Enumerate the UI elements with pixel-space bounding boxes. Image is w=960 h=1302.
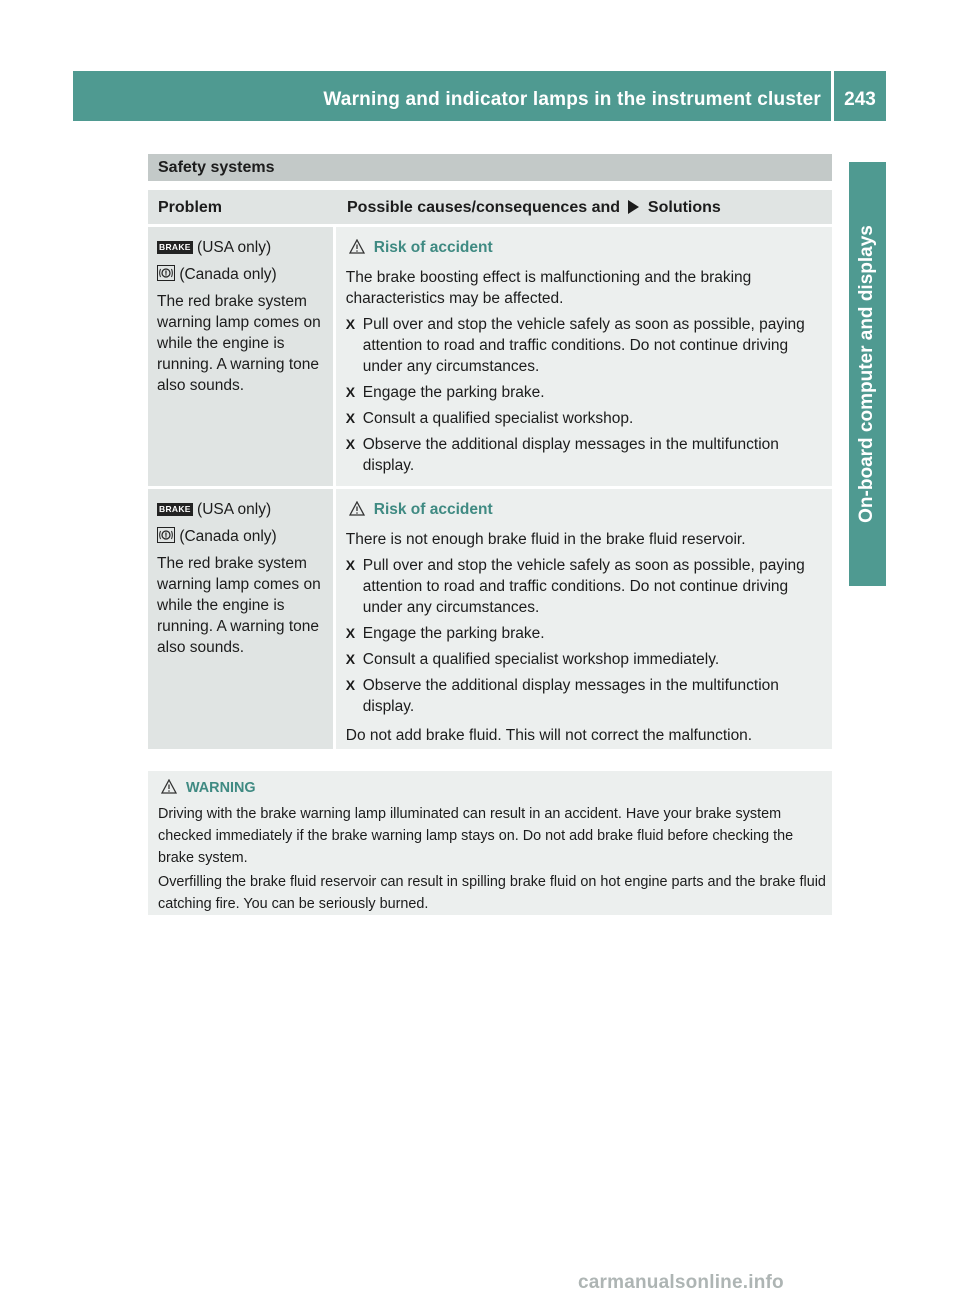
- step-bullet-icon: X: [345, 557, 356, 573]
- step-item: [346, 382, 826, 403]
- svg-text:!: !: [164, 531, 168, 540]
- step-text: Consult a qualified specialist workshop immediately.: [362, 651, 720, 668]
- step-text: Engage the parking brake.: [362, 625, 545, 642]
- problem-solution-table: [148, 190, 832, 749]
- problem-cell: [148, 227, 333, 486]
- arrow-right-icon: [628, 200, 639, 214]
- note-text: Do not add brake fluid. This will not correct the malfunction.: [345, 727, 753, 744]
- svg-text:!: !: [164, 269, 168, 278]
- solution-cell: [336, 489, 832, 749]
- warning-triangle-icon: [349, 239, 365, 260]
- warning-triangle-icon: [349, 501, 365, 522]
- step-bullet-icon: X: [345, 384, 356, 400]
- brake-lamp-icon: BRAKE: [159, 242, 191, 252]
- table-row: [148, 227, 832, 486]
- step-text: Pull over and stop the vehicle safely as soon as possible, paying attention to road and traffic conditions. Do not continue driving under any circumstances.: [362, 557, 805, 616]
- step-item: [346, 675, 826, 717]
- step-text: Pull over and stop the vehicle safely as soon as possible, paying attention to road and traffic conditions. Do not continue driving under any circumstances.: [362, 316, 805, 375]
- page-number: 243: [834, 71, 886, 121]
- lamp-canada: [157, 526, 331, 547]
- step-item: [346, 314, 826, 377]
- footer-watermark: carmanualsonline.info: [578, 1272, 784, 1293]
- column-header-solutions-text: Solutions: [647, 199, 721, 216]
- step-bullet-icon: X: [345, 316, 356, 332]
- step-bullet-icon: X: [345, 625, 356, 641]
- region-canada-label: (Canada only): [179, 266, 277, 283]
- step-item: [346, 408, 826, 429]
- warning-box: [148, 771, 832, 915]
- risk-heading: [346, 237, 826, 260]
- warning-heading-text: WARNING: [186, 780, 256, 796]
- solution-cell: [336, 227, 832, 486]
- lamp-canada: [157, 264, 331, 285]
- step-bullet-icon: X: [345, 677, 356, 693]
- step-text: Observe the additional display messages in the multifunction display.: [362, 436, 779, 474]
- risk-heading-text: Risk of accident: [373, 501, 493, 518]
- region-usa-label: (USA only): [197, 501, 272, 518]
- lamp-usa: [157, 499, 331, 520]
- column-header-causes-text: Possible causes/consequences and: [347, 199, 621, 216]
- warning-paragraph: Overfilling the brake fluid reservoir can result in spilling brake fluid on hot engine parts and the brake fluid catching fire. You can be seriously burned.: [158, 874, 826, 912]
- step-text: Consult a qualified specialist workshop.: [362, 410, 634, 427]
- risk-heading: [346, 499, 826, 522]
- table-header: [148, 190, 832, 224]
- risk-heading-text: Risk of accident: [373, 239, 493, 256]
- step-item: [346, 434, 826, 476]
- region-canada-label: (Canada only): [179, 528, 277, 545]
- column-header-problem: Problem: [158, 199, 223, 216]
- step-bullet-icon: X: [345, 436, 356, 452]
- column-header-causes: [337, 190, 832, 224]
- problem-description: The red brake system warning lamp comes on while the engine is running. A warning tone also sounds.: [157, 555, 321, 656]
- table-row: [148, 489, 832, 749]
- step-item: [346, 555, 826, 618]
- region-usa-label: (USA only): [197, 239, 272, 256]
- step-text: Observe the additional display messages in the multifunction display.: [362, 677, 779, 715]
- step-text: Engage the parking brake.: [362, 384, 545, 401]
- step-bullet-icon: X: [345, 651, 356, 667]
- step-item: [346, 649, 826, 670]
- step-item: [346, 623, 826, 644]
- cause-text: There is not enough brake fluid in the brake fluid reservoir.: [345, 531, 746, 548]
- brake-lamp-icon: BRAKE: [159, 504, 191, 514]
- warning-paragraph: Driving with the brake warning lamp illuminated can result in an accident. Have your brake system checked immediately if the brake warning lamp stays on. Do not add brake fluid before checking the brake system.: [158, 806, 794, 866]
- section-heading: [148, 154, 832, 181]
- chapter-side-tab-label: On-board computer and displays: [856, 225, 877, 523]
- brake-warning-circle-icon: [157, 265, 175, 281]
- page-header-title: Warning and indicator lamps in the instrument cluster: [323, 89, 821, 110]
- brake-warning-circle-icon: [157, 527, 175, 543]
- section-title: Safety systems: [158, 159, 275, 176]
- lamp-usa: [157, 237, 331, 258]
- warning-triangle-icon: [161, 779, 177, 801]
- problem-cell: [148, 489, 333, 749]
- step-bullet-icon: X: [345, 410, 356, 426]
- problem-description: The red brake system warning lamp comes on while the engine is running. A warning tone also sounds.: [157, 293, 321, 394]
- cause-text: The brake boosting effect is malfunctioning and the braking characteristics may be affected.: [345, 269, 752, 307]
- warning-heading: [158, 777, 826, 801]
- side-tab-marker: [849, 551, 886, 586]
